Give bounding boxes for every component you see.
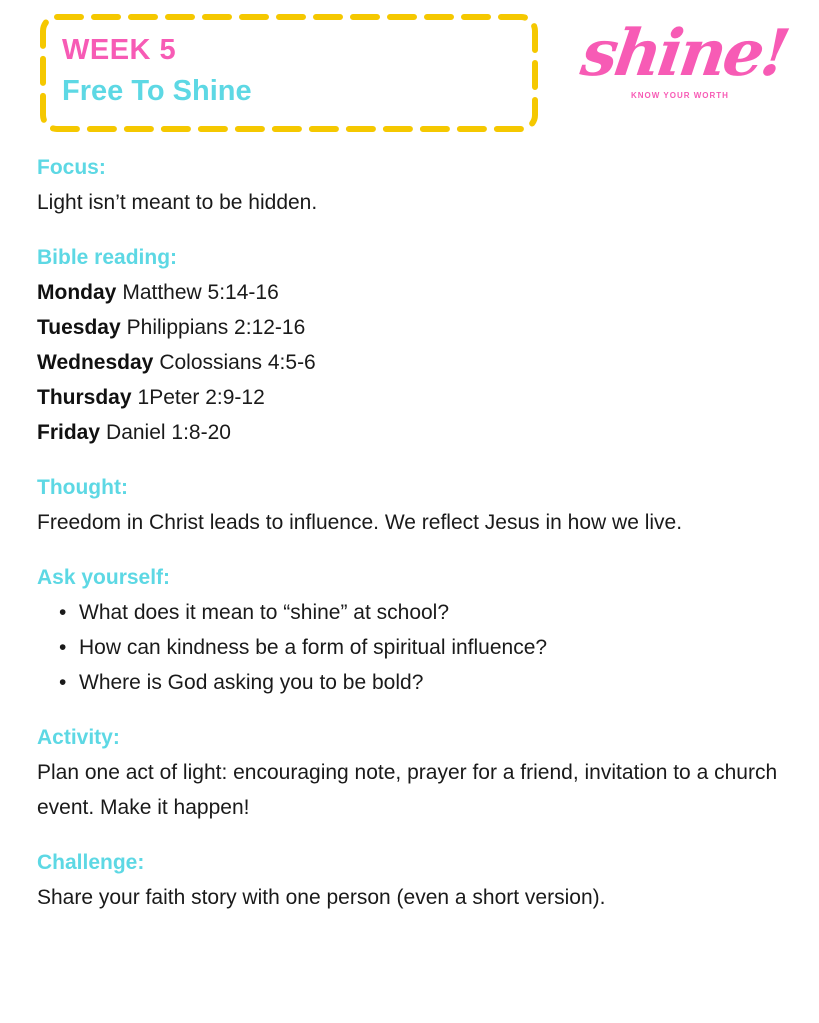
- dashed-frame: [40, 14, 538, 132]
- bullet-icon: •: [59, 601, 67, 624]
- shine-logo: [576, 16, 792, 106]
- thought-text: Freedom in Christ leads to influence. We reflect Jesus in how we live.: [37, 511, 683, 534]
- list-item: [59, 630, 797, 665]
- reading-day: Tuesday: [37, 316, 121, 339]
- list-item: [59, 595, 797, 630]
- focus-text: Light isn’t meant to be hidden.: [37, 191, 318, 214]
- reading-row: [37, 275, 797, 310]
- reading-row: [37, 345, 797, 380]
- bible-reading-section: [37, 240, 797, 450]
- list-item: [59, 665, 797, 700]
- thought-heading: Thought:: [37, 476, 128, 499]
- ask-yourself-heading: Ask yourself:: [37, 566, 171, 589]
- reading-reference: 1Peter 2:9-12: [137, 386, 265, 409]
- challenge-section: [37, 845, 797, 915]
- bullet-icon: •: [59, 636, 67, 659]
- challenge-text: Share your faith story with one person (even a short version).: [37, 886, 606, 909]
- bible-reading-heading: Bible reading:: [37, 246, 178, 269]
- ask-yourself-list: [37, 595, 797, 700]
- activity-heading: Activity:: [37, 726, 120, 749]
- reading-reference: Daniel 1:8-20: [106, 421, 231, 444]
- question-text: What does it mean to “shine” at school?: [79, 601, 450, 624]
- question-text: Where is God asking you to be bold?: [79, 671, 424, 694]
- activity-section: [37, 720, 797, 825]
- logo-wordmark: shine!: [576, 16, 792, 91]
- reading-row: [37, 415, 797, 450]
- reading-day: Thursday: [37, 386, 132, 409]
- reading-reference: Matthew 5:14-16: [122, 281, 279, 304]
- challenge-heading: Challenge:: [37, 851, 145, 874]
- bullet-icon: •: [59, 671, 67, 694]
- activity-text: Plan one act of light: encouraging note, prayer for a friend, invitation to a church event. Make it happen!: [37, 761, 778, 819]
- reading-row: [37, 380, 797, 415]
- ask-yourself-section: [37, 560, 797, 700]
- reading-day: Monday: [37, 281, 117, 304]
- week-header-box: [40, 14, 538, 132]
- reading-row: [37, 310, 797, 345]
- focus-heading: Focus:: [37, 156, 106, 179]
- week-label: WEEK 5: [62, 34, 177, 66]
- question-text: How can kindness be a form of spiritual influence?: [79, 636, 548, 659]
- reading-reference: Colossians 4:5-6: [159, 351, 316, 374]
- week-title: Free To Shine: [62, 75, 252, 107]
- reading-reference: Philippians 2:12-16: [126, 316, 306, 339]
- logo-tagline: KNOW YOUR WORTH: [631, 91, 729, 100]
- reading-day: Wednesday: [37, 351, 154, 374]
- thought-section: [37, 470, 797, 540]
- focus-section: [37, 150, 797, 220]
- reading-day: Friday: [37, 421, 101, 444]
- study-content: [37, 150, 797, 935]
